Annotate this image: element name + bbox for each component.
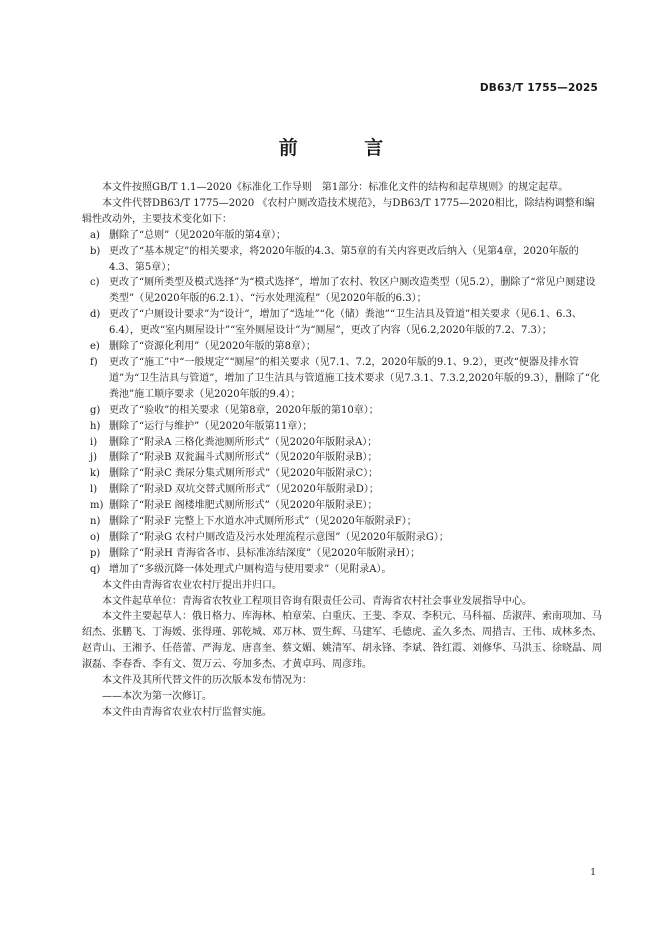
list-marker: o): [90, 531, 100, 543]
list-marker: d): [90, 309, 101, 321]
list-marker: k): [90, 468, 100, 480]
list-marker: f): [90, 356, 98, 368]
list-marker: a): [90, 229, 100, 241]
list-marker: b): [90, 245, 101, 257]
list-item: [82, 530, 602, 546]
list-marker: g): [90, 404, 101, 416]
list-item: [82, 355, 602, 403]
list-item-text: 删除了“附录E 阁楼堆肥式厕所形式”（见2020年版附录E）；: [109, 500, 378, 512]
page-title: 前 言: [278, 137, 414, 159]
list-item: [82, 482, 602, 498]
list-item: [82, 275, 602, 307]
paragraph: ——本次为第一次修订。: [102, 691, 212, 702]
list-marker: n): [90, 516, 101, 528]
list-marker: j): [90, 452, 98, 464]
page-number: 1: [590, 868, 596, 878]
list-marker: m): [90, 500, 104, 512]
list-marker: i): [90, 436, 98, 448]
list-item-text: 删除了“附录G 农村户厕改造及污水处理流程示意图”（见2020年版附录G）；: [109, 531, 449, 543]
paragraph: 本文件起草单位：青海省农牧业工程项目咨询有限责任公司、青海省农村社会事业发展指导中心。: [102, 595, 532, 607]
list-marker: c): [90, 277, 100, 289]
paragraph: 本文件由青海省农业农村厅监督实施。: [102, 706, 272, 718]
document-code: DB63/T 1755—2025: [479, 82, 598, 94]
change-list: [82, 228, 602, 578]
paragraph: 本文件代替DB63/T 1775—2020 《农村户厕改造技术规范》，与DB63/T 1775—2020相比，除结构调整和编辑性改动外，主要技术变化如下：: [82, 197, 595, 225]
list-item: [82, 307, 602, 339]
list-item: [82, 498, 602, 514]
list-item: [82, 546, 602, 562]
list-marker: h): [90, 420, 101, 432]
list-marker: p): [90, 547, 101, 559]
document-body: [82, 180, 602, 721]
list-item-text: 删除了“附录B 双瓮漏斗式厕所形式”（见2020年版附录B）；: [109, 452, 378, 464]
paragraph: 本文件主要起草人：俄日格力、库海林、柏章荣、白重庆、王斐、李双、李积元、马科福、岳淑萍、索南项加、马绍杰、张鹏飞、丁海媛、张得瑾、郭乾城、邓万林、贾生辉、马建军、毛德虎、孟久多杰、周措吉、王伟、成林多杰、赵青山、王湘予、任蓓蕾、严海龙、唐喜奎、蔡文媚、姚清军、胡永锋、李斌、昝红霞、刘修华、马洪玉、徐晓晶、周淑磊、李春香、李有文、贺万云、夸加多杰、才黄卓玛、周彦玮。: [82, 611, 602, 671]
list-item: [82, 562, 602, 578]
list-item-text: 更改了“验收”的相关要求（见第8章，2020年版的第10章）；: [109, 404, 379, 416]
list-item-text: 删除了“运行与维护”（见2020年版第11章）；: [109, 420, 313, 432]
list-item-text: 删除了“附录F 完整上下水道水冲式厕所形式”（见2020年版附录F）；: [109, 516, 417, 528]
paragraph: 本文件按照GB/T 1.1—2020《标准化工作导则 第1部分：标准化文件的结构和起草规则》的规定起草。: [102, 182, 569, 193]
list-item: [82, 466, 602, 482]
list-item-text: 删除了“附录H 青海省各市、县标准冻结深度”（见2020年版附录H）；: [109, 547, 421, 559]
list-marker: l): [90, 484, 98, 496]
list-item-text: 删除了“资源化利用”（见2020年版的第8章）；: [109, 341, 317, 353]
list-item-text: 更改了“施工”中“一般规定”“厕屋”的相关要求（见7.1、7.2，2020年版的9.1、9.2），更改“便器及排水管道”为“卫生洁具与管道”，增加了卫生洁具与管道施工技术要求（见7.3.1、7.3.2,2020年版的9.3），删除了“化粪池”施工顺序要求（见2020年版的9.4）；: [109, 356, 600, 400]
list-item: [82, 435, 602, 451]
list-item: [82, 403, 602, 419]
list-item-text: 删除了“总则”（见2020年版的第4章）；: [109, 229, 287, 241]
list-item: [82, 514, 602, 530]
list-item-text: 更改了“户厕设计要求”为“设计”，增加了“选址”“化（储）粪池”“卫生洁具及管道”相关要求（见6.1、6.3、6.4），更改“室内厕屋设计”“室外厕屋设计”为“厕屋”，更改了内容（见6.2,2020年版的7.2、7.3）；: [109, 309, 582, 337]
list-item-text: 删除了“附录D 双坑交替式厕所形式”（见2020年版附录D）；: [109, 484, 379, 496]
list-item: [82, 244, 602, 276]
list-marker: q): [90, 563, 101, 575]
list-marker: e): [90, 341, 100, 353]
list-item-text: 删除了“附录A 三格化粪池厕所形式”（见2020年版附录A）；: [109, 436, 378, 448]
list-item: [82, 450, 602, 466]
list-item-text: 更改了“基本规定”的相关要求，将2020年版的4.3、第5章的有关内容更改后纳入（见第4章，2020年版的4.3、第5章）；: [109, 245, 579, 273]
list-item: [82, 228, 602, 244]
paragraph: 本文件由青海省农业农村厅提出并归口。: [102, 579, 282, 591]
paragraph: 本文件及其所代替文件的历次版本发布情况为：: [102, 675, 312, 687]
list-item: [82, 339, 602, 355]
list-item: [82, 419, 602, 435]
list-item-text: 更改了“厕所类型及模式选择”为“模式选择”，增加了农村、牧区户厕改造类型（见5.2），删除了“常见户厕建设类型”（见2020年版的6.2.1）、“污水处理流程”（见2020年版的6.3）；: [109, 277, 596, 305]
list-item-text: 增加了“多级沉降一体处理式户厕构造与使用要求”（见附录A）。: [109, 563, 392, 575]
list-item-text: 删除了“附录C 粪尿分集式厕所形式”（见2020年版附录C）；: [109, 468, 379, 480]
